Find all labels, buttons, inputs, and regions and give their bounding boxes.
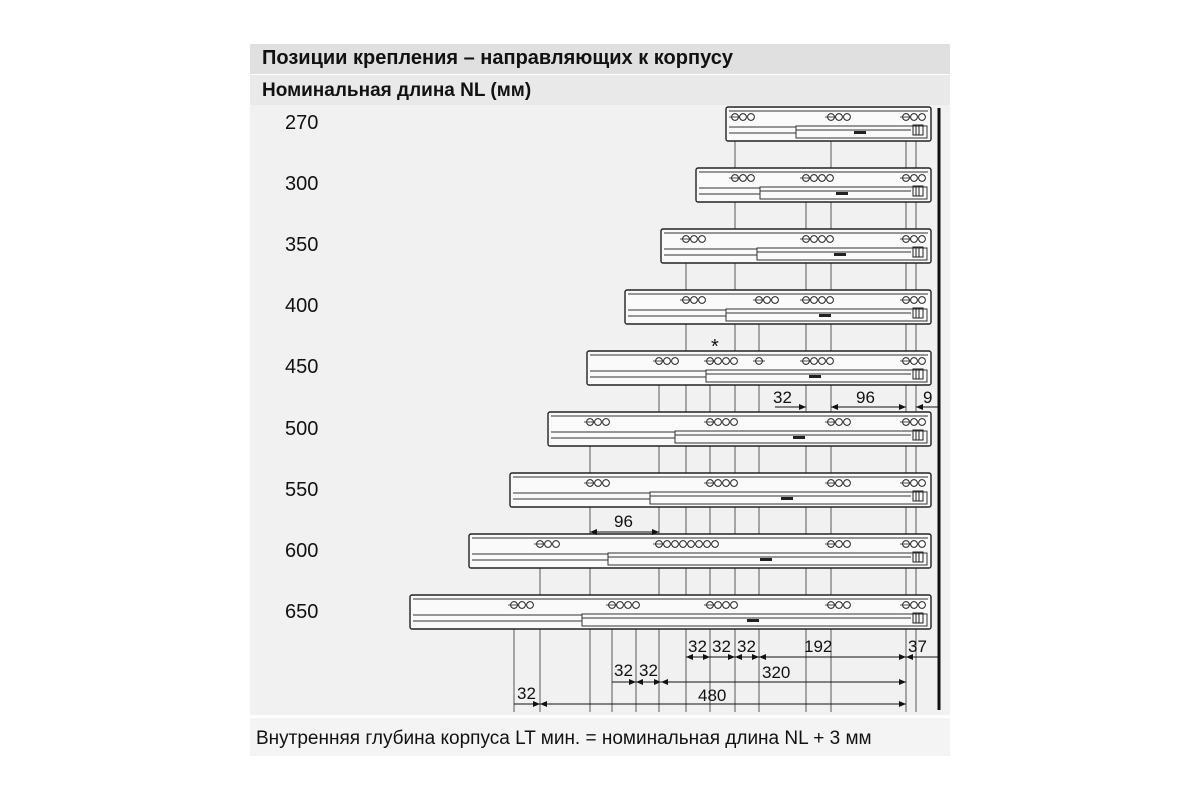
- mount-hole: [595, 480, 602, 487]
- drawer-rail: [587, 351, 931, 385]
- mount-hole: [625, 602, 632, 609]
- mount-hole: [672, 358, 679, 365]
- mount-hole: [844, 541, 851, 548]
- mount-hole: [919, 358, 926, 365]
- mount-hole: [748, 175, 755, 182]
- drawer-rail: [469, 534, 931, 568]
- mount-hole: [819, 236, 826, 243]
- row-label: 400: [285, 295, 319, 317]
- mount-hole: [712, 541, 719, 548]
- mount-hole: [836, 602, 843, 609]
- mount-hole: [911, 480, 918, 487]
- drawer-rail: [548, 412, 931, 446]
- mount-hole: [603, 480, 610, 487]
- mount-hole: [911, 358, 918, 365]
- dimension-label: 480: [698, 686, 727, 705]
- row-label: 450: [285, 356, 319, 378]
- dimension-label: 96: [856, 388, 875, 407]
- mount-hole: [827, 358, 834, 365]
- mount-hole: [819, 175, 826, 182]
- mount-hole: [553, 541, 560, 548]
- dimension-label: 32: [773, 388, 792, 407]
- mount-hole: [680, 541, 687, 548]
- mount-hole: [699, 236, 706, 243]
- mount-hole: [723, 419, 730, 426]
- mount-hole: [715, 602, 722, 609]
- mount-hole: [764, 297, 771, 304]
- mount-hole: [919, 236, 926, 243]
- mount-hole: [844, 419, 851, 426]
- dimension-label: 32: [688, 637, 707, 656]
- footer-note: Внутренняя глубина корпуса LT мин. = номинальная длина NL + 3 мм: [256, 728, 872, 749]
- mount-hole: [919, 480, 926, 487]
- drawer-rail: [410, 595, 931, 629]
- mount-hole: [919, 419, 926, 426]
- mount-hole: [836, 419, 843, 426]
- mount-hole: [844, 480, 851, 487]
- mount-hole: [827, 175, 834, 182]
- mount-hole: [691, 297, 698, 304]
- mount-hole: [715, 358, 722, 365]
- mount-hole: [545, 541, 552, 548]
- dimension-label: 192: [804, 637, 833, 656]
- mount-hole: [617, 602, 624, 609]
- mount-hole: [911, 419, 918, 426]
- page-title: Позиции крепления – направляющих к корпусу: [262, 47, 733, 69]
- mount-hole: [603, 419, 610, 426]
- dimension-label: 32: [517, 684, 536, 703]
- mount-hole: [911, 602, 918, 609]
- mount-hole: [811, 297, 818, 304]
- drawer-rail: [696, 168, 931, 202]
- row-label: 500: [285, 418, 319, 440]
- mount-hole: [911, 236, 918, 243]
- mount-hole: [811, 358, 818, 365]
- mount-hole: [691, 236, 698, 243]
- mount-hole: [704, 541, 711, 548]
- row-label: 550: [285, 479, 319, 501]
- mount-hole: [811, 175, 818, 182]
- mount-hole: [723, 602, 730, 609]
- mount-hole: [715, 480, 722, 487]
- mount-hole: [688, 541, 695, 548]
- dimension-label: 32: [614, 661, 633, 680]
- mount-hole: [527, 602, 534, 609]
- mount-hole: [731, 480, 738, 487]
- dimension-label: 32: [712, 637, 731, 656]
- dimension-label: 320: [762, 663, 791, 682]
- mount-hole: [819, 297, 826, 304]
- mount-hole: [844, 114, 851, 121]
- mount-hole: [723, 480, 730, 487]
- dimension-label: 9: [923, 388, 933, 407]
- mount-hole: [844, 602, 851, 609]
- mount-hole: [836, 541, 843, 548]
- mount-hole: [723, 358, 730, 365]
- mount-hole: [731, 419, 738, 426]
- mount-hole: [664, 541, 671, 548]
- mount-hole: [827, 236, 834, 243]
- row-label: 270: [285, 112, 319, 134]
- mount-hole: [836, 480, 843, 487]
- row-labels: [285, 112, 318, 623]
- mount-hole: [911, 175, 918, 182]
- mount-hole: [819, 358, 826, 365]
- mount-hole: [740, 175, 747, 182]
- mount-hole: [595, 419, 602, 426]
- mount-hole: [672, 541, 679, 548]
- mount-hole: [911, 297, 918, 304]
- mount-hole: [715, 419, 722, 426]
- drawer-rail: [510, 473, 931, 507]
- mount-hole: [731, 602, 738, 609]
- mount-hole: [740, 114, 747, 121]
- mount-hole: [919, 602, 926, 609]
- mount-hole: [911, 114, 918, 121]
- row-label: 350: [285, 234, 319, 256]
- mount-hole: [519, 602, 526, 609]
- mount-hole: [919, 175, 926, 182]
- mount-hole: [748, 114, 755, 121]
- mount-hole: [699, 297, 706, 304]
- row-label: 650: [285, 601, 319, 623]
- page-subtitle: Номинальная длина NL (мм): [262, 80, 532, 101]
- drawer-rail: [726, 107, 931, 141]
- row-label: 300: [285, 173, 319, 195]
- mount-hole: [827, 297, 834, 304]
- asterisk-marker: *: [711, 336, 719, 358]
- mount-hole: [772, 297, 779, 304]
- dimension-label: 96: [614, 512, 633, 531]
- dimension-label: 37: [908, 637, 927, 656]
- mount-hole: [836, 114, 843, 121]
- row-label: 600: [285, 540, 319, 562]
- mount-hole: [633, 602, 640, 609]
- drawer-rail: [661, 229, 931, 263]
- dimension-label: 32: [737, 637, 756, 656]
- mount-hole: [731, 358, 738, 365]
- mount-hole: [811, 236, 818, 243]
- mount-hole: [919, 297, 926, 304]
- dimension-label: 32: [639, 661, 658, 680]
- mount-hole: [919, 541, 926, 548]
- mount-hole: [696, 541, 703, 548]
- drawer-rail: [625, 290, 931, 324]
- mount-hole: [664, 358, 671, 365]
- mount-hole: [911, 541, 918, 548]
- mount-hole: [919, 114, 926, 121]
